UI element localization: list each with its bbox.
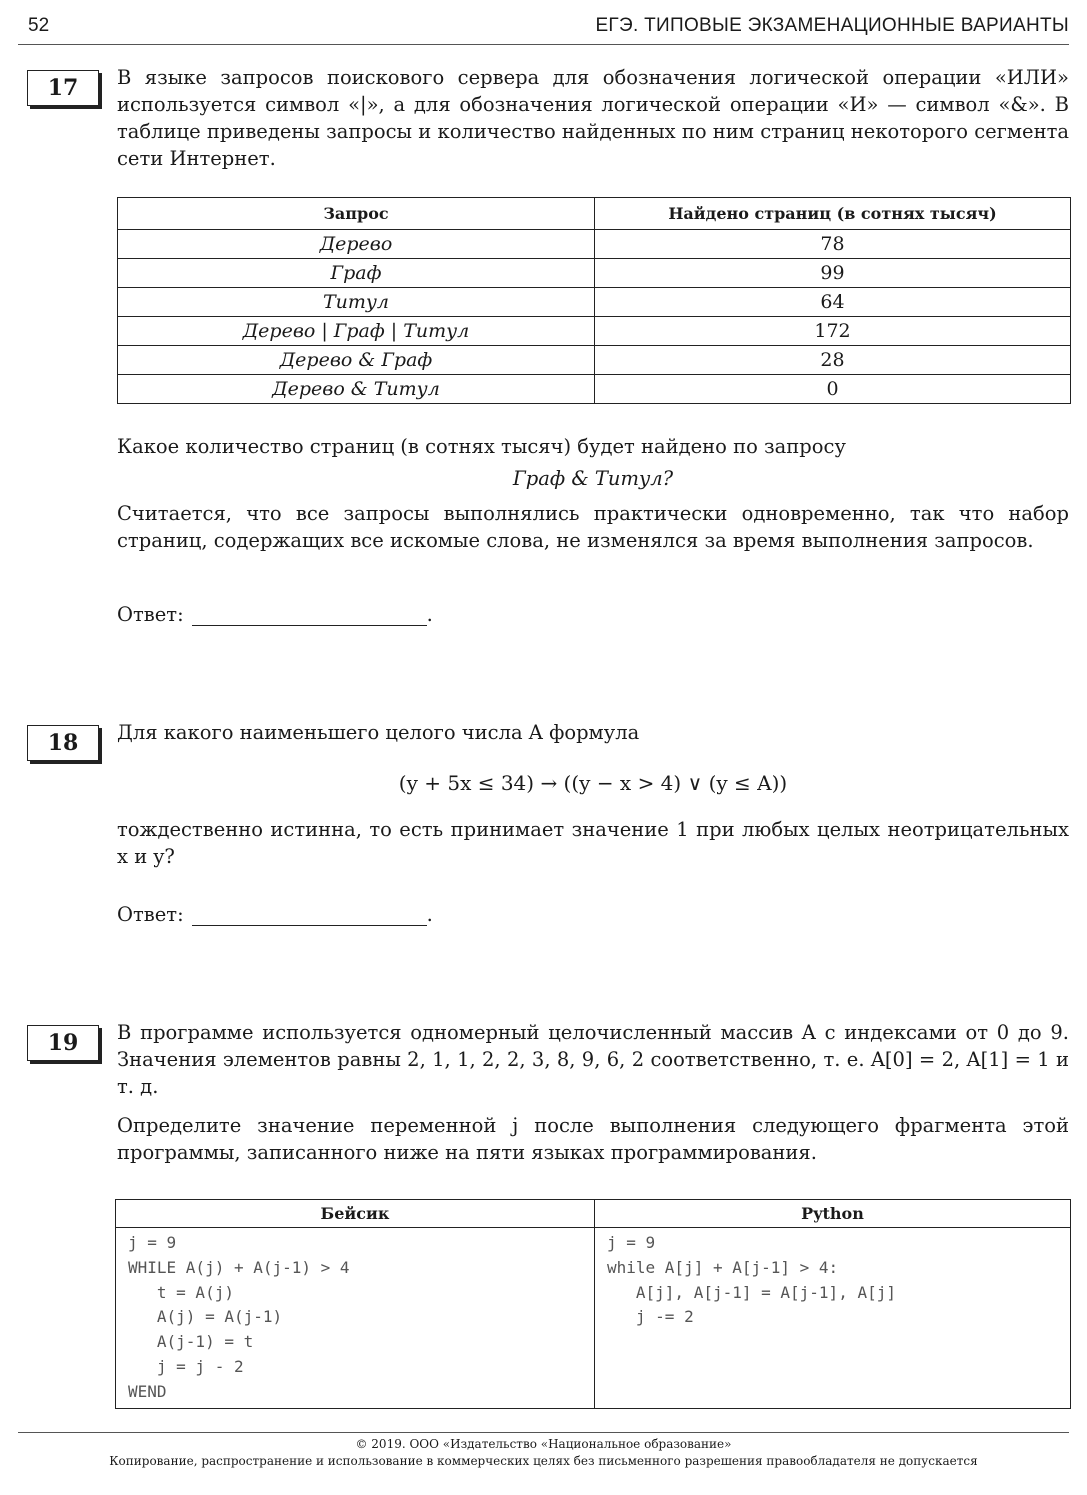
- task-19-question: Определите значение переменной j после выполнения следующего фрагмента этой программы, записанного ниже на пяти языках программирования.: [117, 1114, 1069, 1164]
- task-17-intro: В языке запросов поискового сервера для обозначения логической операции «ИЛИ» используется символ «|», а для обозначения логической операции «И» — символ «&». В таблице приведены запросы и количество найденных по ним страниц некоторого сегмента сети Интернет.: [117, 66, 1069, 170]
- query-table: [117, 197, 1071, 404]
- answer-blank[interactable]: [192, 605, 427, 626]
- code-line: WEND: [128, 1381, 167, 1401]
- code-line: A[j], A[j-1] = A[j-1], A[j]: [607, 1282, 896, 1302]
- task-17-query: Граф & Титул?: [512, 467, 674, 490]
- task-17-question: Какое количество страниц (в сотнях тысяч) будет найдено по запросу: [117, 435, 846, 458]
- code-line: while A[j] + A[j-1] > 4:: [607, 1257, 839, 1277]
- task-18-answer: [117, 903, 433, 926]
- table-row: [118, 346, 1071, 375]
- python-code-cell: [595, 1228, 1071, 1409]
- count-cell: 172: [595, 317, 1071, 346]
- task-17-answer: [117, 603, 433, 626]
- answer-label: Ответ:: [117, 903, 184, 926]
- code-line: A(j) = A(j-1): [128, 1307, 283, 1327]
- answer-blank[interactable]: [192, 905, 427, 926]
- answer-label: Ответ:: [117, 603, 184, 626]
- query-cell: Титул: [118, 288, 595, 317]
- query-cell: Дерево | Граф | Титул: [118, 317, 595, 346]
- table-row: [118, 230, 1071, 259]
- table-row: [118, 259, 1071, 288]
- running-title: ЕГЭ. ТИПОВЫЕ ЭКЗАМЕНАЦИОННЫЕ ВАРИАНТЫ: [595, 15, 1069, 36]
- task-18-text: тождественно истинна, то есть принимает значение 1 при любых целых неотрицательных x и y?: [117, 818, 1069, 868]
- basic-code-cell: [116, 1228, 595, 1409]
- answer-end: .: [426, 603, 433, 626]
- table-row: [118, 375, 1071, 404]
- code-line: j -= 2: [607, 1307, 694, 1327]
- task-19-number: 19: [27, 1025, 99, 1061]
- code-line: j = 9: [607, 1233, 656, 1252]
- count-cell: 0: [595, 375, 1071, 404]
- code-line: j = j - 2: [128, 1356, 244, 1376]
- count-cell: 99: [595, 259, 1071, 288]
- language-header-basic: Бейсик: [116, 1200, 595, 1228]
- table-row: [118, 288, 1071, 317]
- code-line: A(j-1) = t: [128, 1332, 254, 1352]
- table-header-query: Запрос: [118, 198, 595, 230]
- language-header-python: Python: [595, 1200, 1071, 1228]
- count-cell: 78: [595, 230, 1071, 259]
- code-line: j = 9: [128, 1233, 177, 1252]
- count-cell: 64: [595, 288, 1071, 317]
- table-header-count: Найдено страниц (в сотнях тысяч): [595, 198, 1071, 230]
- query-cell: Дерево: [118, 230, 595, 259]
- task-19-intro: В программе используется одномерный целочисленный массив A с индексами от 0 до 9. Значения элементов равны 2, 1, 1, 2, 2, 3, 8, 9, 6, 2 соответственно, т. е. A[0] = 2, A[1] = 1 и т. д.: [117, 1021, 1069, 1098]
- code-table: [115, 1199, 1071, 1409]
- page-number: 52: [28, 15, 50, 36]
- header-divider: [18, 44, 1069, 45]
- footer-copyright: © 2019. ООО «Издательство «Национальное образование»: [355, 1437, 732, 1451]
- footer-divider: [18, 1432, 1069, 1433]
- footer-notice: Копирование, распространение и использование в коммерческих целях без письменного разрешения правообладателя не допускается: [109, 1454, 978, 1468]
- task-18-question: Для какого наименьшего целого числа A формула: [117, 721, 640, 744]
- code-line: t = A(j): [128, 1282, 234, 1302]
- task-18-number: 18: [27, 725, 99, 761]
- task-18-formula: (y + 5x ≤ 34) → ((y − x > 4) ∨ (y ≤ A)): [398, 771, 788, 795]
- task-17-note: Считается, что все запросы выполнялись практически одновременно, так что набор страниц, содержащих все искомые слова, не изменялся за время выполнения запросов.: [117, 502, 1069, 552]
- count-cell: 28: [595, 346, 1071, 375]
- query-cell: Граф: [118, 259, 595, 288]
- query-cell: Дерево & Титул: [118, 375, 595, 404]
- query-cell: Дерево & Граф: [118, 346, 595, 375]
- table-row: [118, 317, 1071, 346]
- task-17-number: 17: [27, 70, 99, 106]
- code-line: WHILE A(j) + A(j-1) > 4: [128, 1257, 350, 1277]
- answer-end: .: [426, 903, 433, 926]
